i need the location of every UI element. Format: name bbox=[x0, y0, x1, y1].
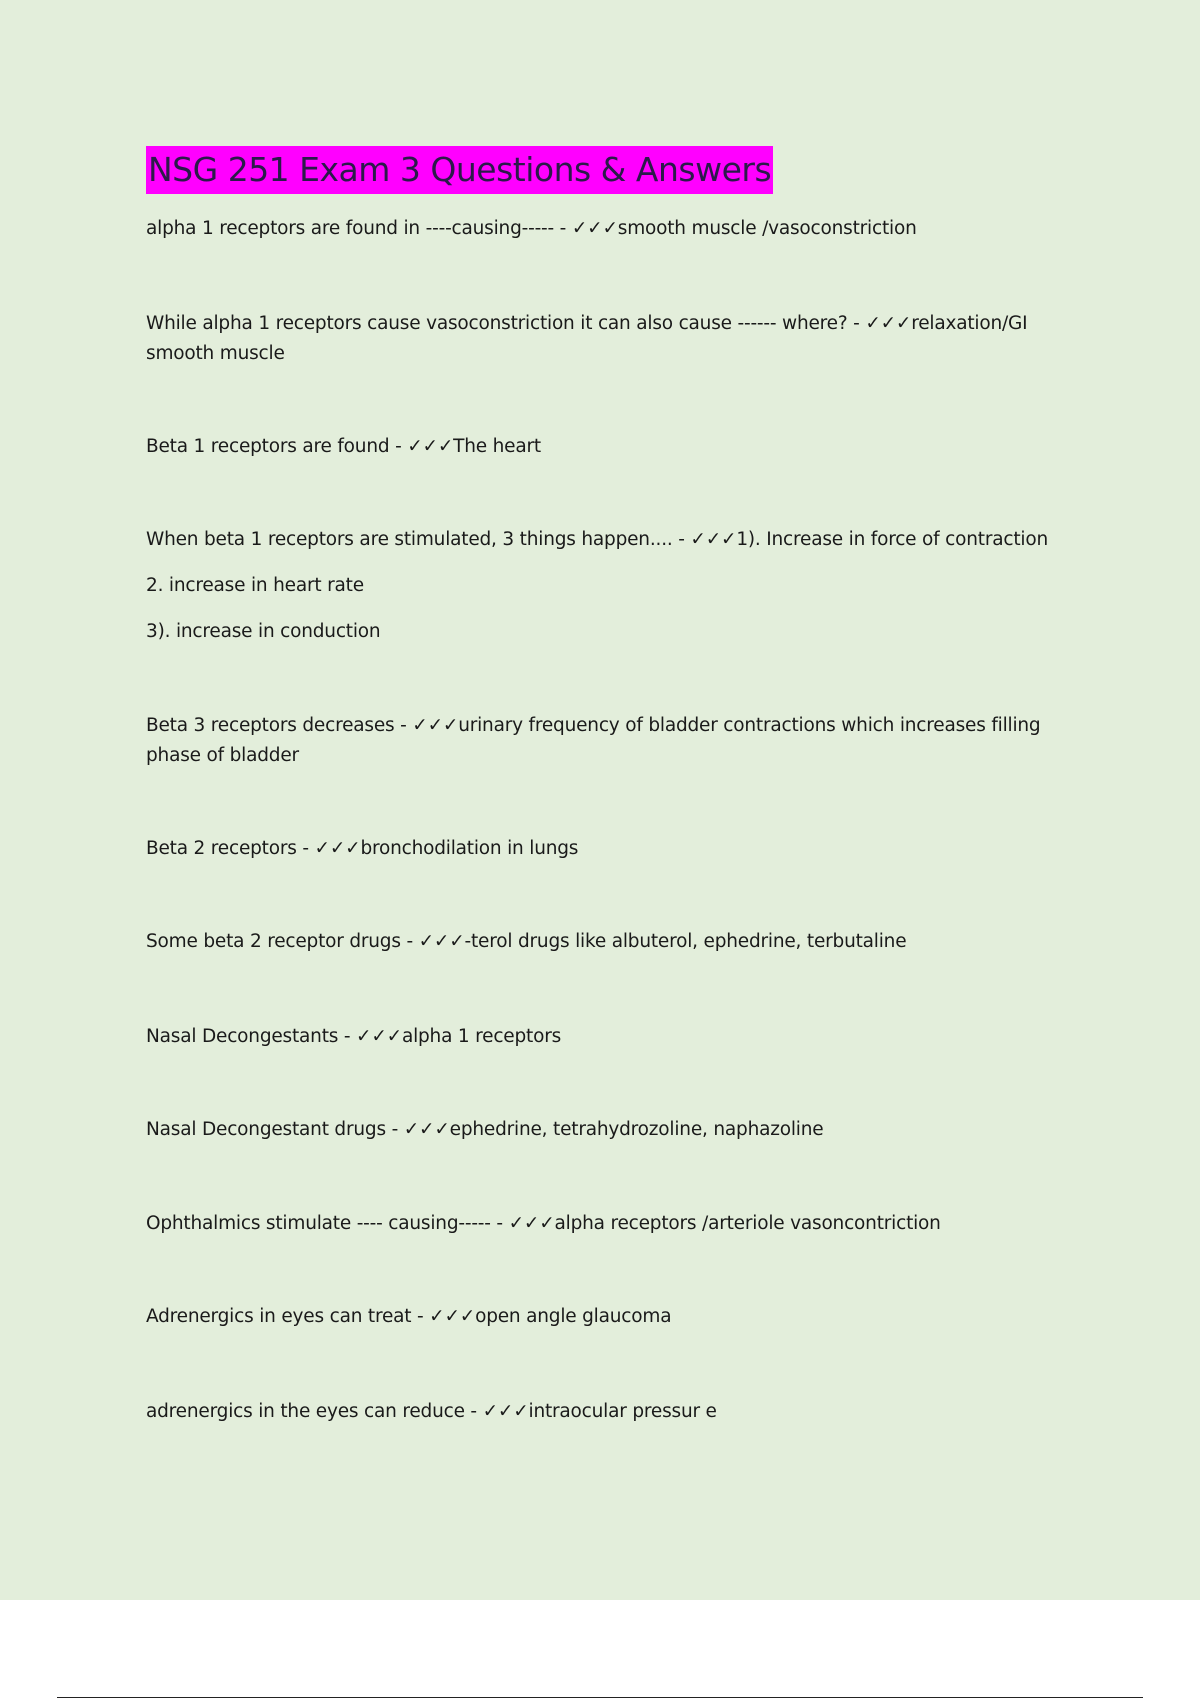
check-icon: ✓✓✓ bbox=[429, 1306, 476, 1327]
qa-item bbox=[146, 927, 1076, 957]
question-text: Beta 1 receptors are found - bbox=[146, 436, 408, 457]
question-text: Beta 2 receptors - bbox=[146, 838, 315, 859]
answer-text: bronchodilation in lungs bbox=[360, 838, 579, 859]
check-icon: ✓✓✓ bbox=[418, 931, 465, 952]
answer-text: alpha receptors /arteriole vasoncontriction bbox=[554, 1213, 941, 1234]
check-icon: ✓✓✓ bbox=[571, 218, 618, 239]
qa-item bbox=[146, 711, 1076, 771]
answer-text: alpha 1 receptors bbox=[401, 1026, 562, 1047]
qa-item bbox=[146, 1397, 1076, 1427]
qa-item bbox=[146, 1022, 1076, 1052]
question-text: adrenergics in the eyes can reduce - bbox=[146, 1401, 483, 1422]
title-wrap bbox=[146, 146, 773, 194]
qa-item bbox=[146, 525, 1106, 647]
check-icon: ✓✓✓ bbox=[314, 838, 361, 859]
qa-item bbox=[146, 309, 1076, 369]
check-icon: ✓✓✓ bbox=[865, 313, 912, 334]
question-text: alpha 1 receptors are found in ----causing----- - bbox=[146, 218, 572, 239]
question-text: Beta 3 receptors decreases - bbox=[146, 715, 413, 736]
qa-item bbox=[146, 214, 1076, 244]
question-text: Nasal Decongestants - bbox=[146, 1026, 357, 1047]
question-text: When beta 1 receptors are stimulated, 3 things happen.... - bbox=[146, 529, 691, 550]
answer-text: -terol drugs like albuterol, ephedrine, terbutaline bbox=[464, 931, 907, 952]
qa-item bbox=[146, 432, 1076, 462]
check-icon: ✓✓✓ bbox=[407, 436, 454, 457]
check-icon: ✓✓✓ bbox=[412, 715, 459, 736]
page-title: NSG 251 Exam 3 Questions & Answers bbox=[146, 146, 773, 194]
check-icon: ✓✓✓ bbox=[356, 1026, 402, 1047]
qa-item bbox=[146, 834, 1076, 864]
question-text: While alpha 1 receptors cause vasoconstriction it can also cause ------ where? - bbox=[146, 313, 866, 334]
answer-text: ephedrine, tetrahydrozoline, naphazoline bbox=[449, 1119, 824, 1140]
question-text: Nasal Decongestant drugs - bbox=[146, 1119, 404, 1140]
answer-continuation: 2. increase in heart rate bbox=[146, 575, 364, 596]
question-text: Ophthalmics stimulate ---- causing----- - bbox=[146, 1213, 509, 1234]
answer-text: open angle glaucoma bbox=[475, 1306, 672, 1327]
question-text: Adrenergics in eyes can treat - bbox=[146, 1306, 430, 1327]
qa-item bbox=[146, 1115, 1076, 1145]
check-icon: ✓✓✓ bbox=[508, 1213, 555, 1234]
footer-divider bbox=[57, 1697, 1143, 1698]
answer-text: 1). Increase in force of contraction bbox=[736, 529, 1048, 550]
answer-text: The heart bbox=[453, 436, 541, 457]
qa-item bbox=[146, 1209, 1076, 1239]
answer-text: smooth muscle /vasoconstriction bbox=[617, 218, 917, 239]
qa-item bbox=[146, 1302, 1076, 1332]
answer-text: relaxation/GI smooth muscle bbox=[146, 313, 1028, 364]
answer-text: intraocular pressur e bbox=[528, 1401, 717, 1422]
check-icon: ✓✓✓ bbox=[403, 1119, 450, 1140]
answer-text: urinary frequency of bladder contractions which increases filling phase of bladder bbox=[146, 715, 1041, 766]
question-text: Some beta 2 receptor drugs - bbox=[146, 931, 419, 952]
check-icon: ✓✓✓ bbox=[690, 529, 737, 550]
check-icon: ✓✓✓ bbox=[482, 1401, 529, 1422]
answer-continuation: 3). increase in conduction bbox=[146, 621, 381, 642]
